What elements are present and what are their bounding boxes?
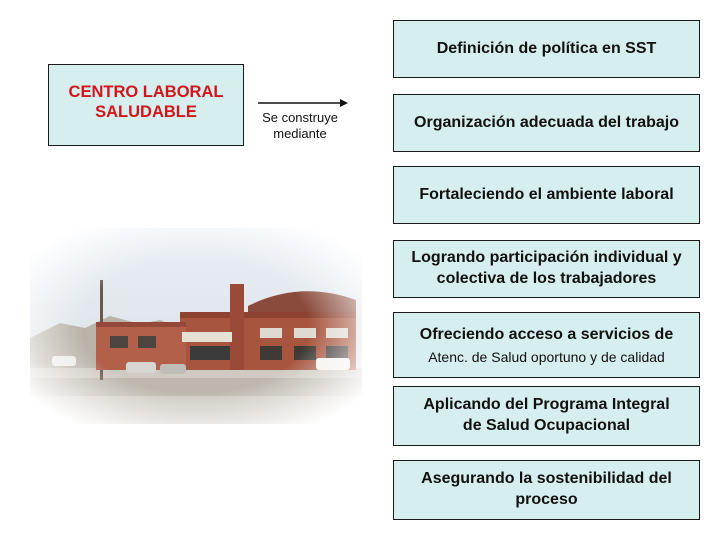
step-box-ambiente xyxy=(393,166,700,224)
step-box-servicios xyxy=(393,312,700,378)
connector-label: Se construye mediante xyxy=(262,110,338,142)
centro-laboral-label: CENTRO LABORAL SALUDABLE xyxy=(68,83,224,121)
step-label-line2: Atenc. de Salud oportuno y de calidad xyxy=(428,348,665,365)
connector-arrow-icon xyxy=(258,97,348,109)
step-box-politica xyxy=(393,20,700,78)
step-label: Asegurando la sostenibilidad del xyxy=(421,470,672,488)
step-box-organizacion xyxy=(393,94,700,152)
step-box-participacion xyxy=(393,240,700,298)
step-label: Ofreciendo acceso a servicios de xyxy=(419,326,674,343)
step-label-line2: de Salud Ocupacional xyxy=(462,417,631,434)
step-label-line2: colectiva de los trabajadores xyxy=(436,270,657,287)
centro-laboral-box xyxy=(48,64,244,146)
step-box-programa xyxy=(393,386,700,446)
step-label: Logrando participación individual y xyxy=(411,249,682,267)
step-label: Fortaleciendo el ambiente laboral xyxy=(419,185,674,203)
step-label: Aplicando del Programa Integral xyxy=(423,396,670,414)
building-photo-icon xyxy=(30,228,362,424)
step-label-line2: proceso xyxy=(515,491,578,508)
step-box-sostenibilidad xyxy=(393,460,700,520)
step-label: Definición de política en SST xyxy=(436,40,657,58)
step-label: Organización adecuada del trabajo xyxy=(414,113,679,131)
